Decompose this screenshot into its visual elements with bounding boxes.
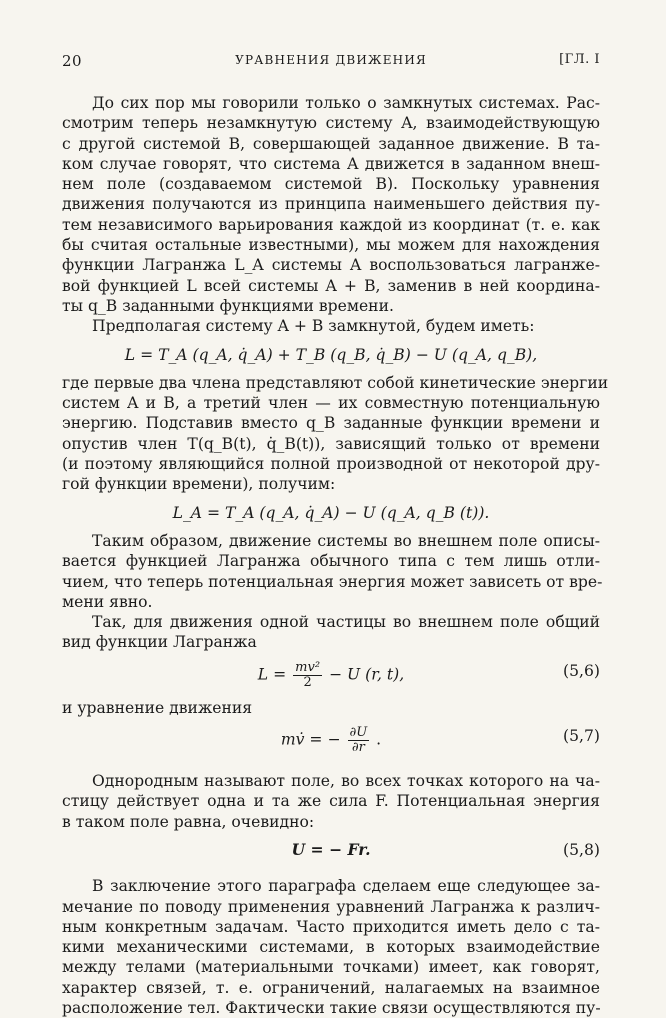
paragraph-closed-systems [62, 93, 600, 316]
chapter-label: [ГЛ. I [559, 52, 600, 67]
equation-text: L = T_A (q_A, q̇_A) + T_B (q_B, q̇_B) − U (q_A, q_B), [124, 345, 538, 364]
text-line: с другой системой B, совершающей заданное движение. В та- [62, 134, 600, 153]
text-line: характер связей, т. е. ограничений, налагаемых на взаимное [62, 978, 600, 997]
text-line: вой функцией L всей системы A + B, заменив в ней координа- [62, 276, 600, 295]
text-line: кими механическими системами, в которых взаимодействие [62, 938, 600, 957]
text-line: вид функции Лагранжа [62, 633, 257, 652]
text-line: ты q_B заданными функциями времени. [62, 296, 394, 315]
text-line: чием, что теперь потенциальная энергия может зависеть от вре- [62, 572, 603, 591]
equation-text: L_A = T_A (q_A, q̇_A) − U (q_A, q_B (t)). [172, 503, 490, 522]
body-text [62, 93, 609, 1018]
text-line: систем A и B, а третий член — их совместную потенциальную [62, 394, 600, 413]
fraction [293, 661, 322, 690]
text-line: между телами (материальными точками) имеет, как говорят, [62, 958, 600, 977]
text-line: Таким образом, движение системы во внешнем поле описы- [92, 531, 600, 550]
text-line: гой функции времени), получим: [62, 475, 336, 494]
text-line: где первые два члена представляют собой кинетические энергии [62, 373, 609, 392]
fraction [348, 726, 370, 755]
text-line: (и поэтому являющийся полной производной от некоторой дру- [62, 455, 600, 474]
fraction-denominator: 2 [303, 674, 312, 690]
equation-number: (5,8) [563, 840, 600, 859]
text-line: В заключение этого параграфа сделаем еще следующее за- [92, 877, 600, 896]
page-header [62, 52, 600, 72]
text-line: смотрим теперь незамкнутую систему A, взаимодействующую [62, 114, 600, 133]
equation-lagrangian-total [62, 345, 600, 365]
equation-text: U = − Fr. [291, 839, 371, 859]
text-line: и уравнение движения [62, 698, 253, 717]
equation-number: (5,7) [563, 727, 600, 746]
paragraph-homogeneous-field [62, 771, 600, 832]
equation-5-6 [62, 661, 600, 690]
text-line: Так, для движения одной частицы во внешнем поле общий [92, 613, 600, 632]
text-line: расположение тел. Фактически такие связи осуществляются пу- [62, 998, 601, 1017]
paragraph-terms [62, 373, 609, 495]
text-line: Однородным называют поле, во всех точках которого на ча- [92, 772, 600, 791]
text-line: До сих пор мы говорили только о замкнутых системах. Рас- [92, 94, 600, 112]
text-line: бы считая остальные известными), мы можем для нахождения [62, 236, 600, 255]
text-line: тем независимого варьирования каждой из координат (т. е. как [62, 215, 600, 234]
fraction-numerator: ∂U [349, 725, 368, 741]
text-line: ным конкретным задачам. Часто приходится иметь дело с та- [62, 917, 600, 936]
equation-lhs: mv̇ = − [280, 730, 341, 749]
running-title: УРАВНЕНИЯ ДВИЖЕНИЯ [235, 53, 427, 67]
page-number: 20 [62, 52, 83, 70]
equation-lagrangian-a [62, 503, 600, 523]
text-line: опустив член T(q_B(t), q̇_B(t)), зависящий только от времени [62, 434, 600, 453]
equation-5-7 [62, 726, 600, 755]
equation-5-8 [62, 840, 600, 860]
text-line: функции Лагранжа L_A системы A воспользоваться лагранже- [62, 256, 600, 275]
text-line: энергию. Подставив вместо q_B заданные функции времени и [62, 414, 600, 433]
paragraph-single-particle [62, 612, 600, 653]
text-line: движения получаются из принципа наименьшего действия пу- [62, 195, 600, 214]
text-line: мечание по поводу применения уравнений Лагранжа к различ- [62, 897, 600, 916]
text-line: вается функцией Лагранжа обычного типа с тем лишь отли- [62, 552, 600, 571]
text-line: ком случае говорят, что система A движется в заданном внеш- [62, 154, 600, 173]
text-line: в таком поле равна, очевидно: [62, 812, 315, 831]
fraction-numerator: mv² [295, 659, 321, 675]
text-line: мени явно. [62, 592, 153, 611]
text-line: стицу действует одна и та же сила F. Потенциальная энергия [62, 792, 600, 811]
fraction-denominator: ∂r [351, 740, 365, 756]
text-line: Предполагая систему A + B замкнутой, будем иметь: [92, 317, 535, 336]
paragraph-external-field [62, 531, 603, 612]
equation-lhs: L = [257, 665, 287, 684]
equation-number: (5,6) [563, 661, 600, 680]
paragraph-constraints [62, 876, 600, 1018]
equation-rhs: − U (r, t), [329, 665, 405, 684]
equation-rhs: . [376, 730, 382, 749]
text-line: нем поле (создаваемом системой B). Поскольку уравнения [62, 175, 600, 194]
